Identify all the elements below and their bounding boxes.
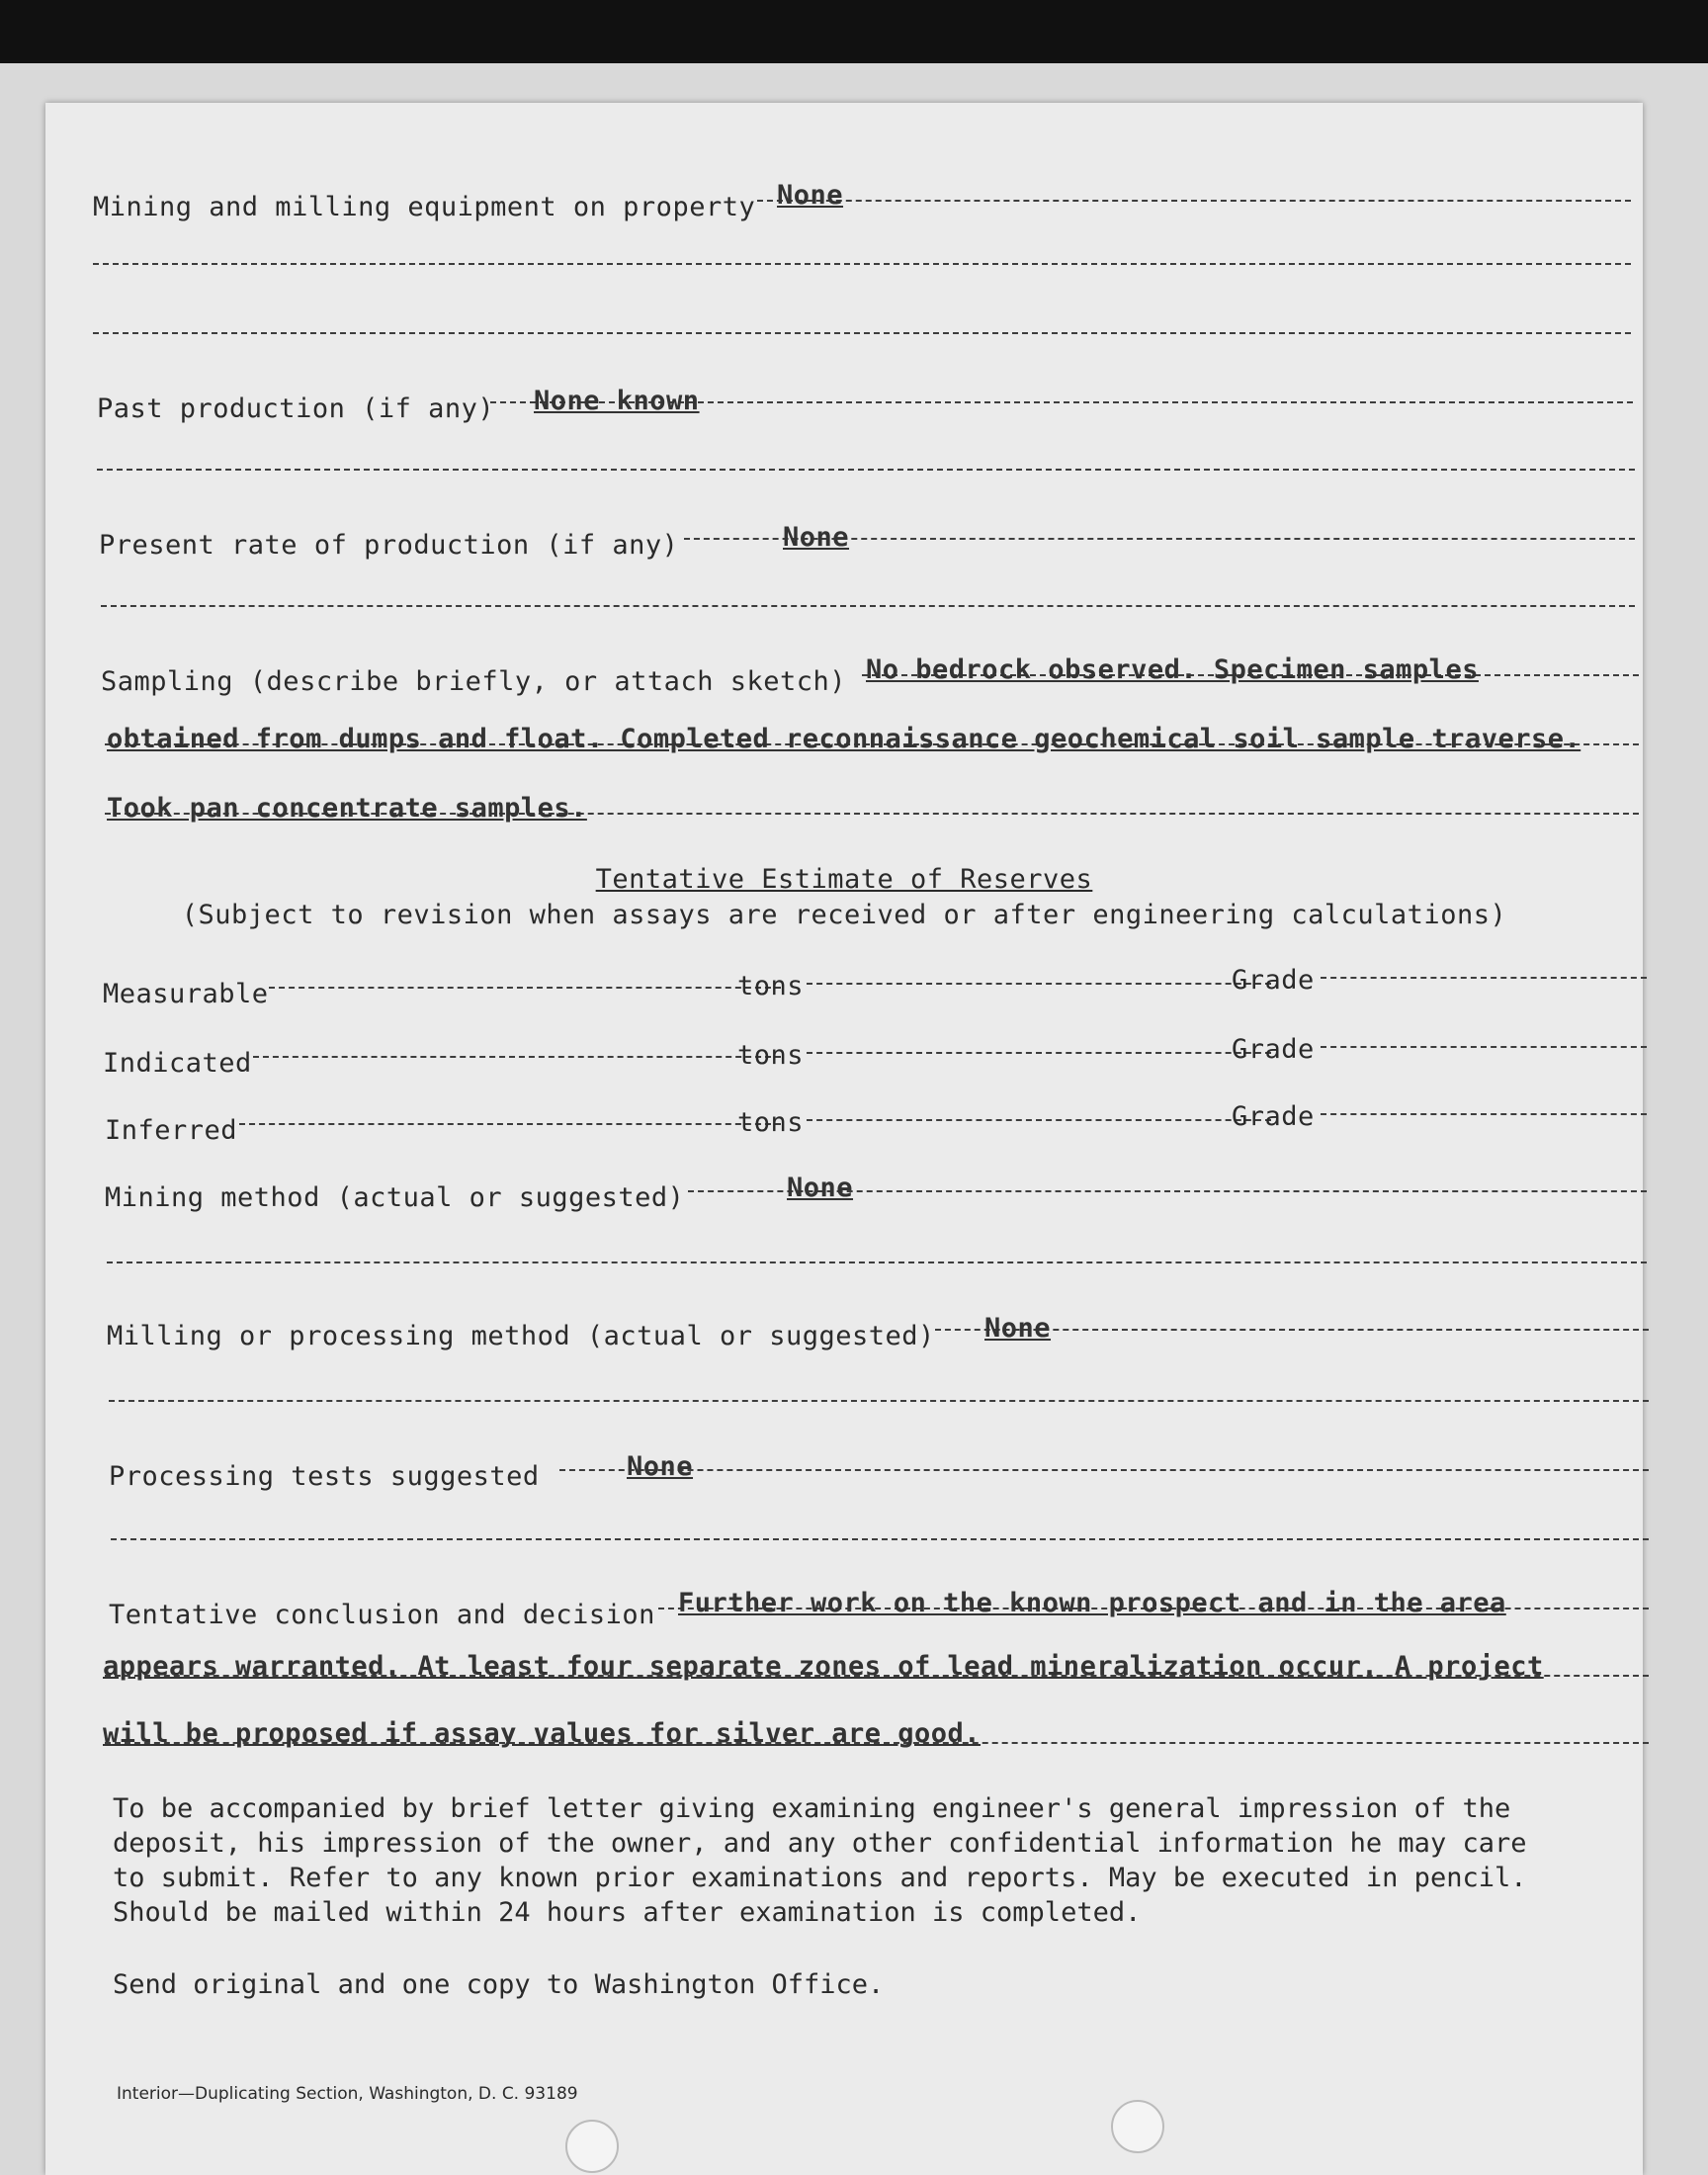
grade-line <box>1321 1113 1647 1115</box>
sampling-value-1: No bedrock observed. Specimen samples <box>866 654 1479 685</box>
reserves-row-label: Inferred <box>105 1115 238 1146</box>
blank-line <box>107 1262 1647 1263</box>
tons-line <box>239 1123 781 1125</box>
mining-equipment-value: None <box>777 180 844 211</box>
reserves-row-label: Measurable <box>103 979 269 1009</box>
tons-line <box>269 987 781 989</box>
sampling-value-3: Took pan concentrate samples. <box>107 793 587 824</box>
mining-method-label: Mining method (actual or suggested) <box>105 1182 685 1213</box>
conclusion-value-2: appears warranted. At least four separate zones of lead mineralization occur. A project <box>103 1651 1544 1682</box>
tons-value-line <box>807 1119 1271 1121</box>
milling-method-label: Milling or processing method (actual or suggested) <box>107 1321 935 1351</box>
instruction-line: to submit. Refer to any known prior examinations and reports. May be executed in pencil. <box>113 1863 1527 1893</box>
sampling-label: Sampling (describe briefly, or attach sketch) <box>101 666 846 697</box>
tons-value-line <box>807 983 1271 985</box>
grade-line <box>1321 977 1647 979</box>
blank-line <box>93 263 1631 265</box>
conclusion-value-3: will be proposed if assay values for silver are good. <box>103 1718 982 1749</box>
tons-label: tons <box>737 971 805 1001</box>
form-page <box>45 103 1643 2175</box>
instruction-line: To be accompanied by brief letter giving examining engineer's general impression of the <box>113 1793 1511 1824</box>
present-rate-label: Present rate of production (if any) <box>99 530 679 561</box>
blank-line <box>97 469 1635 471</box>
mining-method-value: None <box>787 1173 854 1203</box>
blank-line <box>111 1538 1649 1540</box>
blank-line <box>109 1400 1649 1402</box>
tons-label: tons <box>737 1107 805 1138</box>
punch-hole <box>1111 2100 1164 2153</box>
grade-label: Grade <box>1232 1101 1315 1132</box>
mining-equipment-line <box>757 200 1631 202</box>
blank-line <box>101 605 1635 607</box>
processing-tests-value: None <box>627 1451 694 1482</box>
send-note: Send original and one copy to Washington Office. <box>113 1969 885 2000</box>
grade-label: Grade <box>1232 1034 1315 1065</box>
punch-hole <box>565 2120 619 2173</box>
grade-line <box>1321 1046 1647 1048</box>
mining-equipment-label: Mining and milling equipment on property <box>93 192 756 222</box>
instruction-line: deposit, his impression of the owner, and any other confidential information he may care <box>113 1828 1527 1859</box>
milling-method-value: None <box>984 1313 1052 1344</box>
reserves-subtitle: (Subject to revision when assays are received or after engineering calculations) <box>181 900 1507 930</box>
sampling-value-2: obtained from dumps and float. Completed reconnaissance geochemical soil sample traverse. <box>107 724 1581 754</box>
instruction-line: Should be mailed within 24 hours after examination is completed. <box>113 1897 1142 1928</box>
scan-top-border <box>0 0 1708 63</box>
tons-line <box>253 1056 781 1058</box>
processing-tests-label: Processing tests suggested <box>109 1461 540 1492</box>
blank-line <box>93 332 1631 334</box>
reserves-row-label: Indicated <box>103 1048 252 1079</box>
conclusion-label: Tentative conclusion and decision <box>109 1600 655 1630</box>
past-production-label: Past production (if any) <box>97 393 495 424</box>
present-rate-value: None <box>783 522 850 553</box>
tons-value-line <box>807 1052 1271 1054</box>
footer-imprint: Interior—Duplicating Section, Washington, D. C. 93189 <box>117 2084 578 2104</box>
grade-label: Grade <box>1232 965 1315 996</box>
conclusion-value-1: Further work on the known prospect and in the area <box>678 1588 1506 1618</box>
tons-label: tons <box>737 1040 805 1071</box>
reserves-title: Tentative Estimate of Reserves <box>595 864 1093 895</box>
processing-tests-line <box>559 1469 1649 1471</box>
past-production-value: None known <box>534 386 700 416</box>
